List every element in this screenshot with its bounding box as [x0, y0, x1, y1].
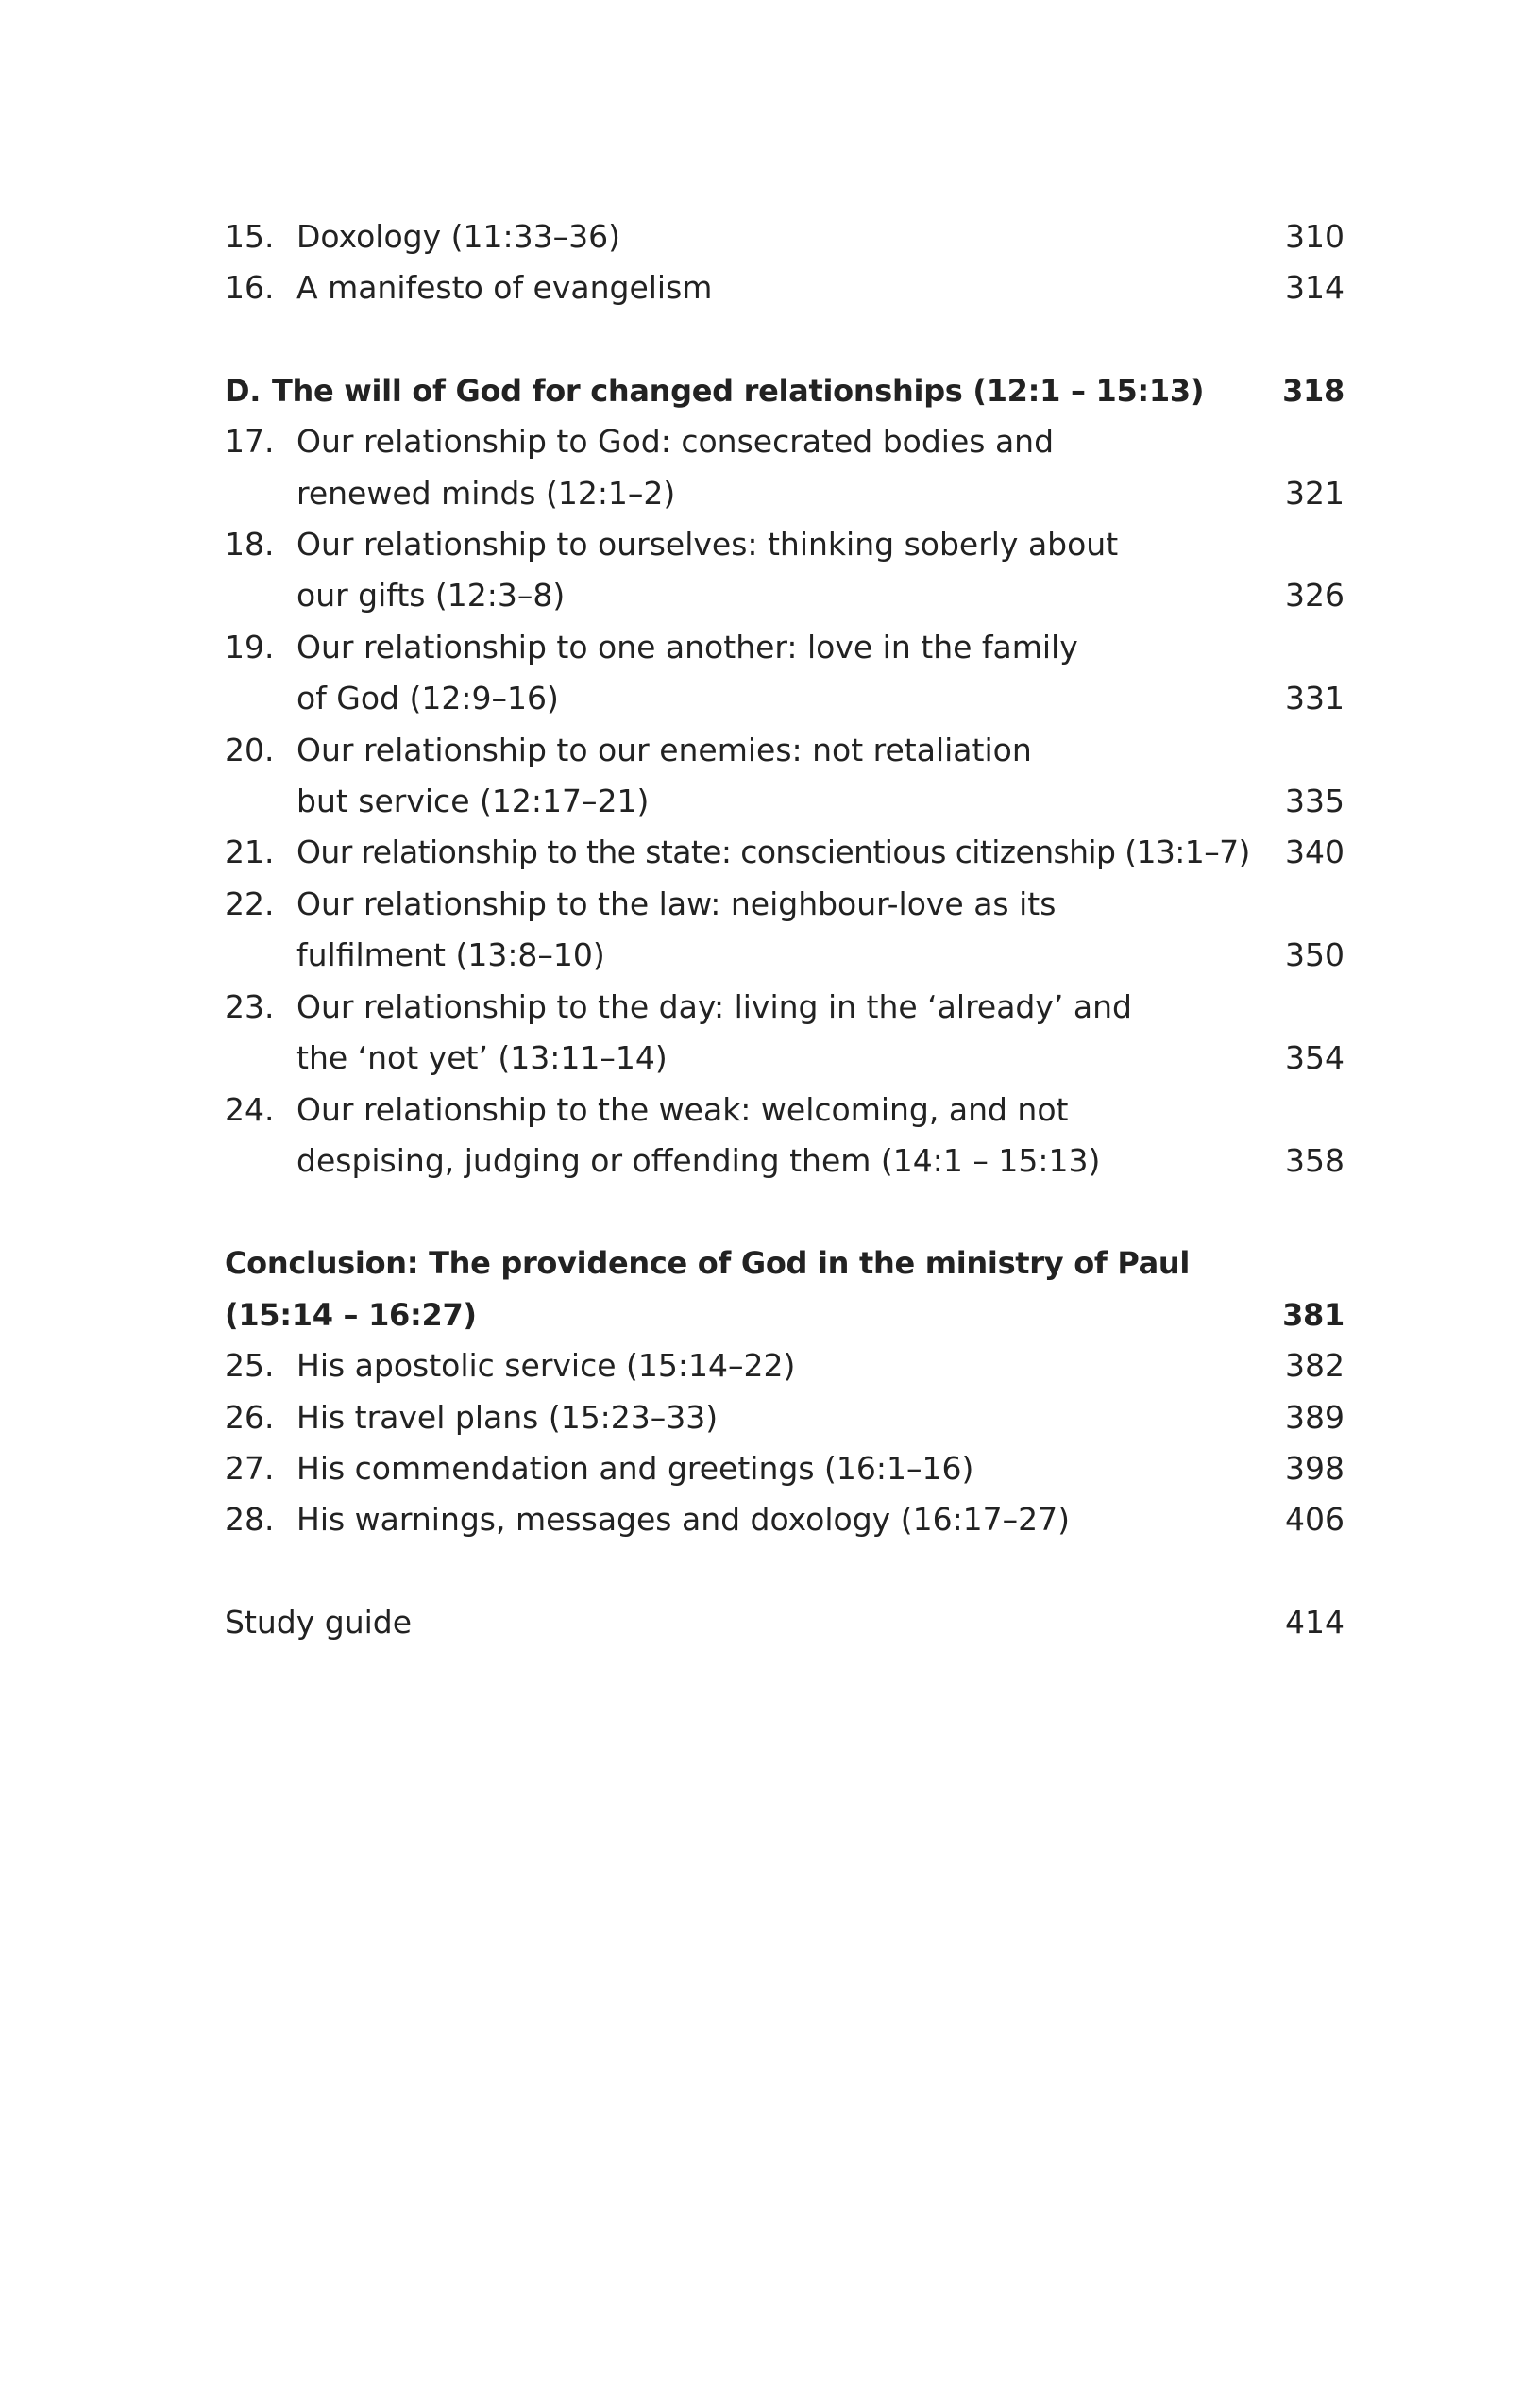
- entry-number: 16.: [225, 269, 275, 307]
- toc-entry-27: [225, 1443, 1345, 1494]
- entry-number: 26.: [225, 1398, 275, 1436]
- entry-page-number: 326: [1285, 577, 1345, 615]
- entry-page-number: 335: [1285, 783, 1345, 820]
- entry-number: 23.: [225, 987, 275, 1025]
- entry-page-number: 414: [1285, 1603, 1345, 1641]
- entry-number: 19.: [225, 628, 275, 665]
- entry-page-number: 382: [1285, 1347, 1345, 1385]
- entry-page-number: 314: [1285, 269, 1345, 307]
- toc-entry-18: [225, 519, 1345, 622]
- toc-entry-20: [225, 725, 1345, 828]
- entry-title: His travel plans (15:23–33): [296, 1398, 719, 1436]
- entry-page-number: 406: [1285, 1501, 1345, 1539]
- conclusion-heading: [225, 1238, 1345, 1340]
- entry-title: Our relationship to one another: love in the family of God (12:9–16): [296, 628, 1078, 717]
- entry-number: 20.: [225, 731, 275, 768]
- entry-number: 17.: [225, 423, 275, 461]
- toc-entry-26: [225, 1392, 1345, 1443]
- toc-entry-17: [225, 416, 1345, 519]
- section-letter: D.: [225, 372, 262, 409]
- section-page-number: 381: [1282, 1296, 1345, 1333]
- toc-entry-15: [225, 211, 1345, 262]
- entry-title: Our relationship to the weak: welcoming, and not despising, judging or offending them (14:1 – 15:13): [296, 1090, 1101, 1179]
- toc-entry-21: [225, 827, 1345, 878]
- section-d-heading: [225, 365, 1345, 416]
- toc-entry-23: [225, 982, 1345, 1085]
- toc-entry-19: [225, 622, 1345, 725]
- toc-study-guide: [225, 1597, 1345, 1648]
- toc-entry-16: [225, 262, 1345, 313]
- toc-entry-24: [225, 1085, 1345, 1187]
- entry-title: His commendation and greetings (16:1–16): [296, 1449, 974, 1487]
- entry-number: 18.: [225, 526, 275, 564]
- section-title: Conclusion: The providence of God in the ministry of Paul (15:14 – 16:27): [225, 1245, 1191, 1333]
- entry-title: Our relationship to God: consecrated bodies and renewed minds (12:1–2): [296, 423, 1055, 512]
- entry-page-number: 350: [1285, 936, 1345, 974]
- toc-entry-28: [225, 1494, 1345, 1545]
- entry-title: Our relationship to the state: conscientious citizenship (13:1–7): [296, 834, 1250, 871]
- entry-number: 27.: [225, 1449, 275, 1487]
- entry-title: Our relationship to ourselves: thinking soberly about our gifts (12:3–8): [296, 526, 1119, 615]
- entry-title: His warnings, messages and doxology (16:17–27): [296, 1501, 1071, 1539]
- section-title: The will of God for changed relationships (12:1 – 15:13): [272, 372, 1205, 409]
- entry-page-number: 331: [1285, 680, 1345, 717]
- entry-page-number: 310: [1285, 218, 1345, 255]
- entry-number: 21.: [225, 834, 275, 871]
- entry-page-number: 389: [1285, 1398, 1345, 1436]
- entry-number: 28.: [225, 1501, 275, 1539]
- entry-title: Our relationship to the law: neighbour-love as its fulfilment (13:8–10): [296, 884, 1057, 974]
- section-page-number: 318: [1282, 372, 1345, 409]
- entry-title: A manifesto of evangelism: [296, 269, 713, 307]
- entry-title: Our relationship to our enemies: not retaliation but service (12:17–21): [296, 731, 1032, 820]
- entry-number: 24.: [225, 1090, 275, 1128]
- toc-entry-25: [225, 1340, 1345, 1391]
- table-of-contents: [225, 211, 1345, 1648]
- entry-number: 15.: [225, 218, 275, 255]
- entry-page-number: 358: [1285, 1141, 1345, 1179]
- entry-page-number: 398: [1285, 1449, 1345, 1487]
- entry-number: 25.: [225, 1347, 275, 1385]
- entry-title: Study guide: [225, 1603, 413, 1641]
- entry-page-number: 340: [1285, 834, 1345, 871]
- entry-page-number: 354: [1285, 1039, 1345, 1077]
- toc-entry-22: [225, 879, 1345, 982]
- entry-title: His apostolic service (15:14–22): [296, 1347, 796, 1385]
- entry-number: 22.: [225, 884, 275, 922]
- entry-title: Doxology (11:33–36): [296, 218, 620, 255]
- entry-page-number: 321: [1285, 474, 1345, 512]
- entry-title: Our relationship to the day: living in the ‘already’ and the ‘not yet’ (13:11–14): [296, 987, 1132, 1077]
